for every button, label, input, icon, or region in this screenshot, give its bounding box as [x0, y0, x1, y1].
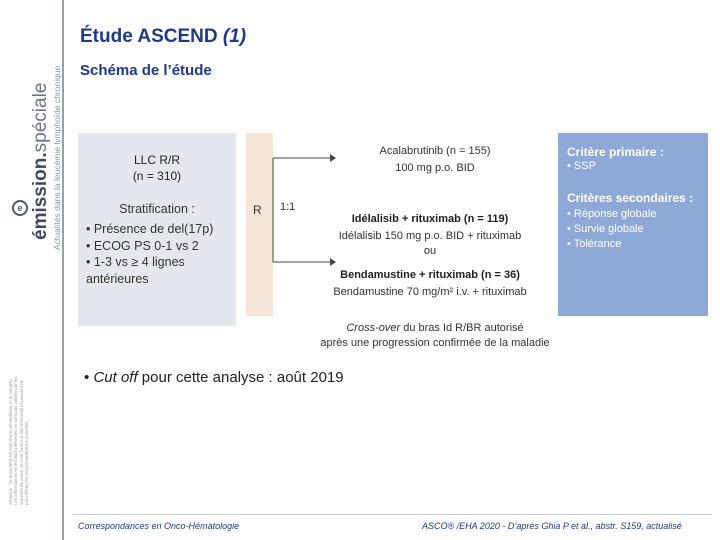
secondary-endpoints-list: [567, 207, 656, 252]
secondary-endpoint-item: • Réponse globale: [567, 208, 657, 220]
cutoff-bullet: •: [84, 369, 90, 386]
randomization-ratio: 1:1: [280, 201, 296, 213]
stratification-item: • Présence de del(17p): [86, 222, 214, 236]
population-label: [78, 152, 236, 184]
stratification-item: • 1-3 vs ≥ 4 lignes antérieures: [86, 255, 185, 286]
arm-acalabrutinib-dose: 100 mg p.o. BID: [395, 162, 475, 174]
arm-idelalisib-dose: Idélalisib 150 mg p.o. BID + rituximab: [338, 230, 522, 242]
page-title-text: Étude ASCEND: [80, 26, 218, 47]
footer-journal: Correspondances en Onco-Hématologie: [78, 521, 240, 531]
primary-endpoint-item: • SSP: [567, 160, 596, 172]
page-title-ref: (1): [222, 26, 247, 47]
stratification-item: • ECOG PS 0-1 vs 2: [86, 238, 199, 253]
cutoff-em: Cut off: [93, 369, 138, 386]
secondary-endpoints-title: Critères secondaires :: [567, 191, 694, 205]
secondary-endpoint-item: • Survie globale: [567, 223, 644, 235]
crossover-line1: [290, 321, 580, 336]
arm-bendamustine-dose: Bendamustine 70 mg/m² i.v. + rituximab: [333, 286, 527, 298]
arm-bendamustine-title: Bendamustine + rituximab (n = 36): [340, 269, 520, 281]
footer-divider: [72, 514, 712, 515]
population-label-line2: (n = 310): [132, 169, 182, 183]
crossover-line2: après une progression confirmée de la maladie: [320, 337, 550, 349]
randomization-label: R: [253, 203, 262, 217]
population-label-line1: LLC R/R: [133, 153, 180, 167]
brand-logo-icon: e: [12, 200, 28, 216]
footer-reference: ASCO® /EHA 2020 - D’après Ghia P et al., abstr. S159, actualisé: [422, 521, 682, 531]
primary-endpoint-title: Critère primaire :: [567, 145, 664, 159]
brand-name-bold: émission.: [30, 152, 51, 240]
disclaimer-text: Attention : ce document est issu d'une présentation à un congrès. Les informations et résultats présentés ne sont pas validés par les autorités de santé. Ils sont fournis à titre informatif et peuvent ne pas refléter les recommandations actuelles.: [8, 376, 30, 505]
arm-acalabrutinib-title: Acalabrutinib (n = 155): [379, 145, 491, 157]
crossover-em: Cross-over: [346, 322, 401, 334]
arrowhead-arm2: [330, 258, 336, 266]
stratification-list: [86, 221, 236, 287]
page-subtitle: Schéma de l’étude: [80, 62, 212, 79]
secondary-endpoint-item: • Tolérance: [567, 238, 622, 250]
cutoff-rest: pour cette analyse : août 2019: [137, 369, 344, 386]
crossover-note: [290, 321, 580, 351]
brand-name-light: spéciale: [30, 82, 51, 153]
cutoff-note: [84, 369, 344, 386]
stratification-title: Stratification :: [119, 202, 195, 216]
crossover-line1-rest: du bras Id R/BR autorisé: [400, 322, 524, 334]
arm-or-connector: ou: [423, 245, 437, 257]
arm-idelalisib-title: Idélalisib + rituximab (n = 119): [351, 213, 509, 225]
brand-tagline: Actualités dans la leucémie lymphoïde chronique: [52, 65, 62, 250]
